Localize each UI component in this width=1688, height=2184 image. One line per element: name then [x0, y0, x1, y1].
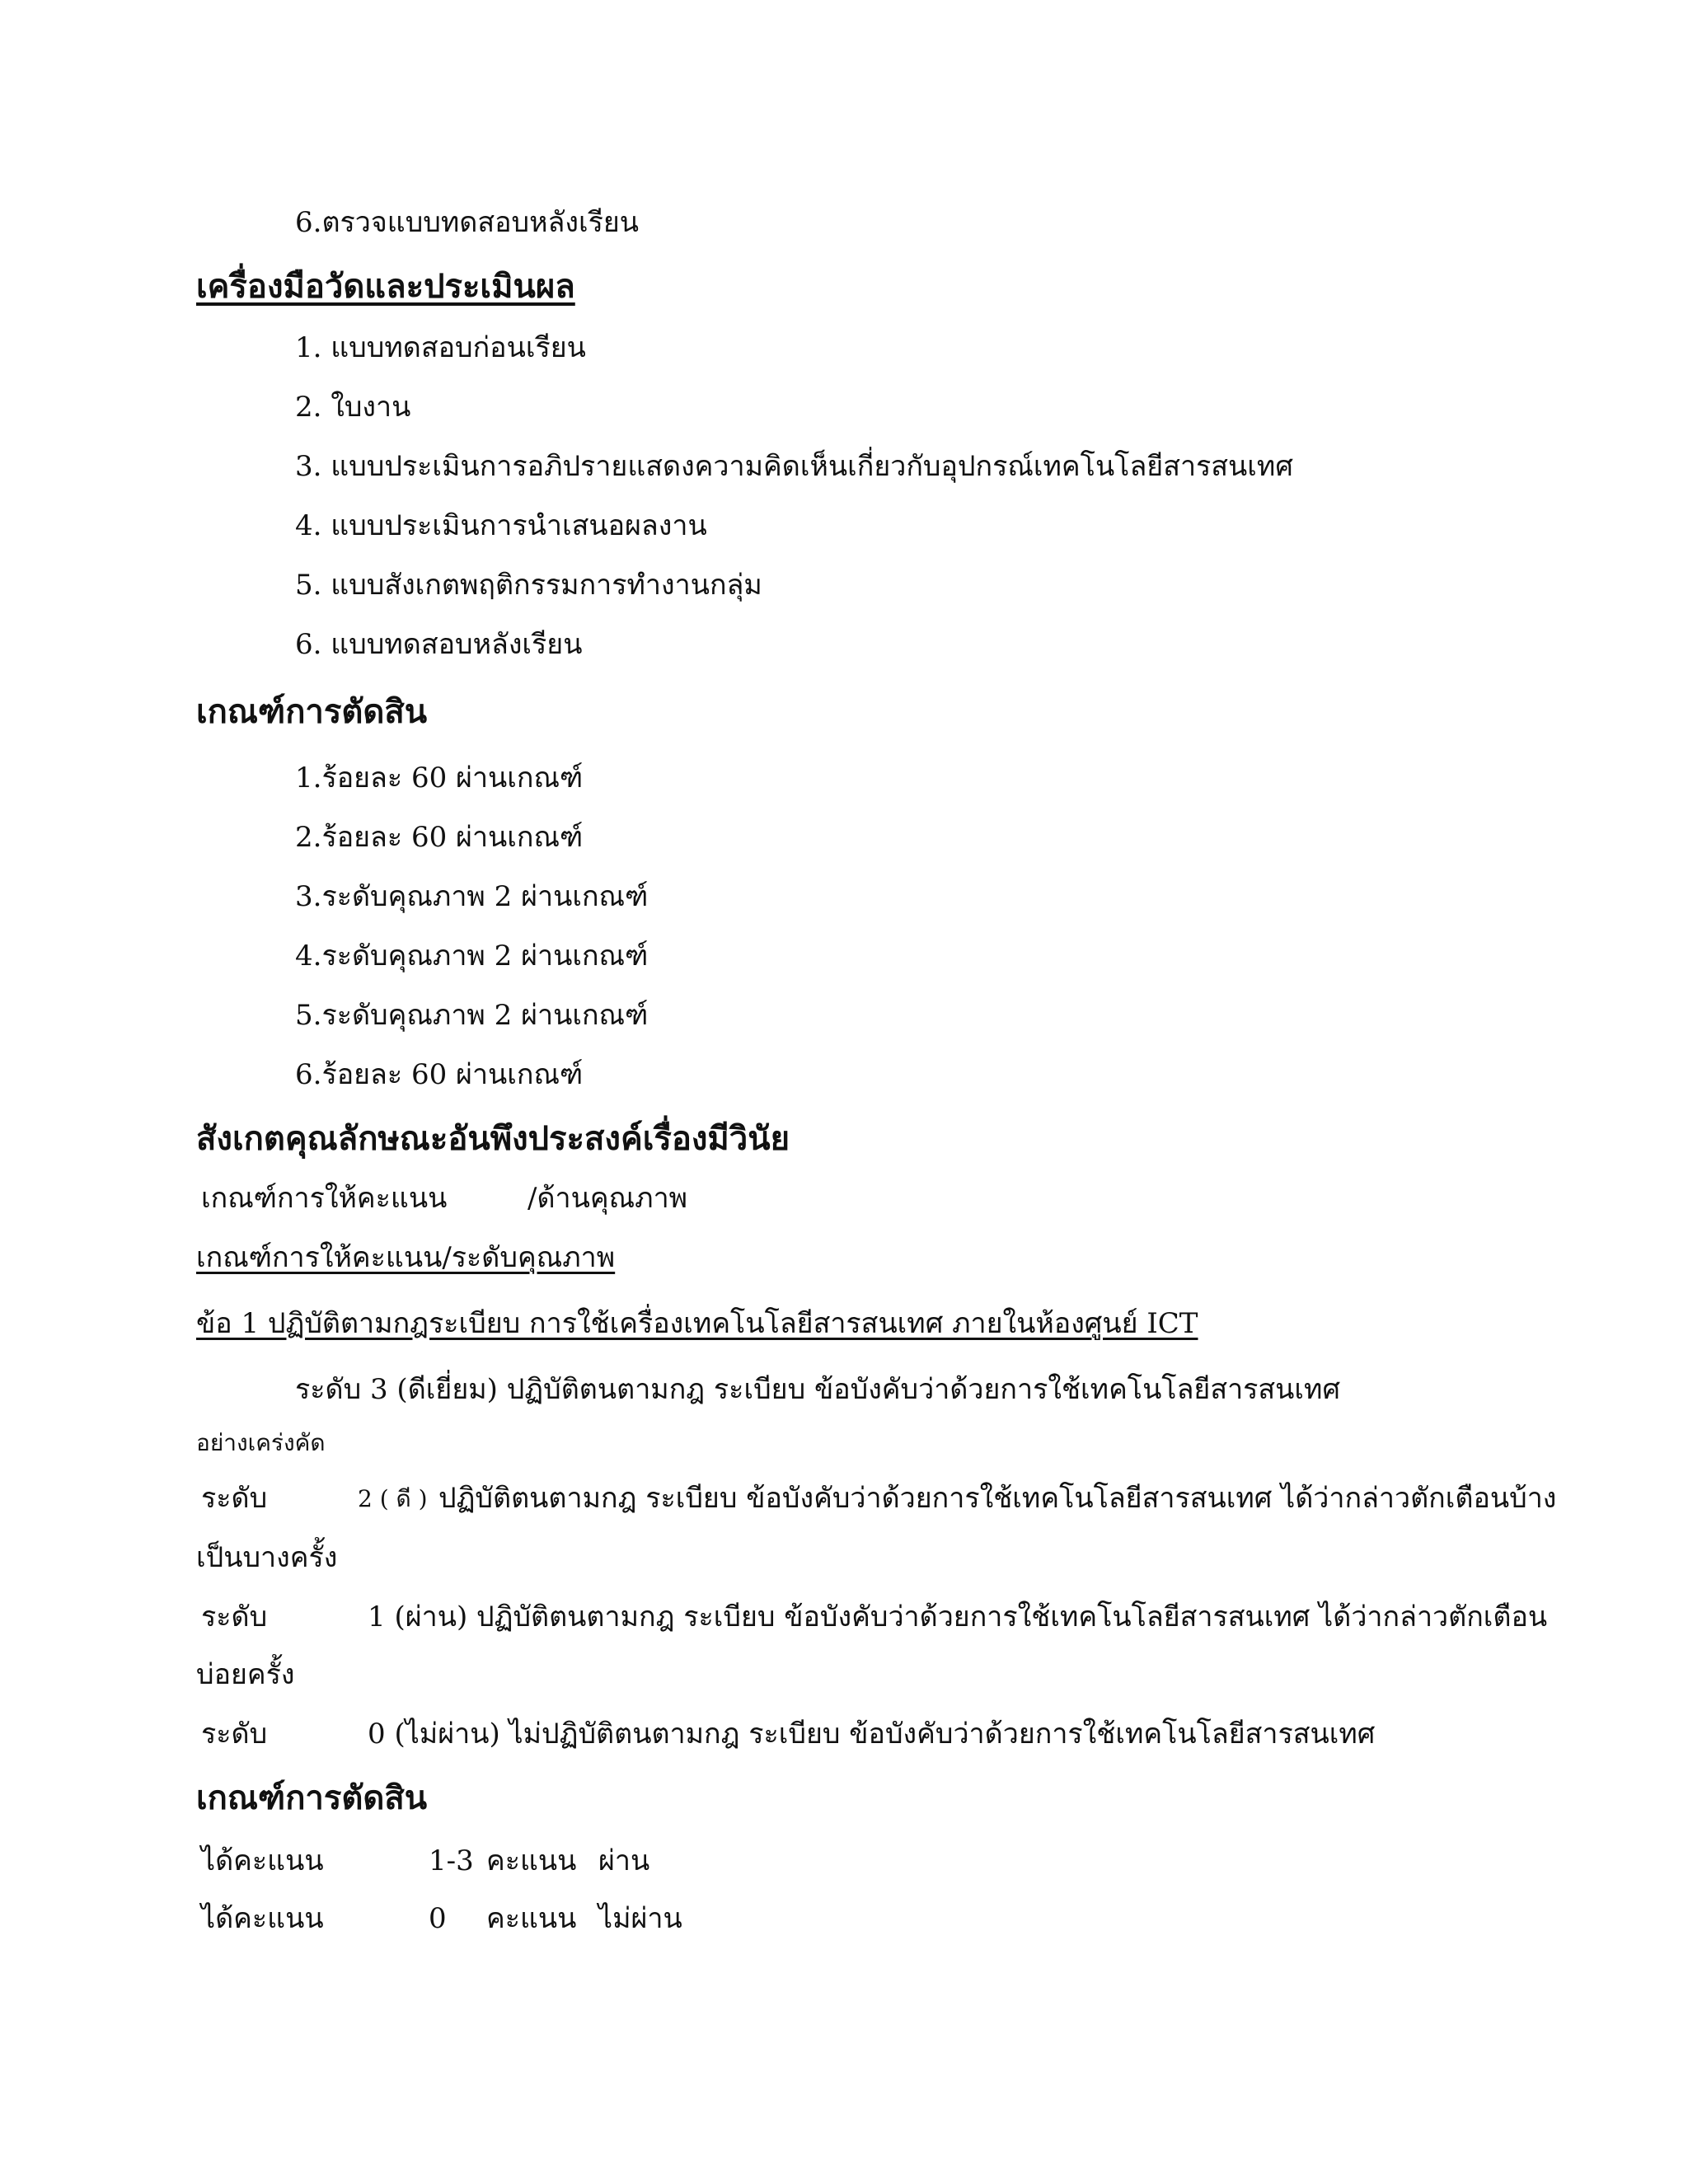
criteria-item-4: 4.ระดับคุณภาพ 2 ผ่านเกณฑ์ [295, 940, 649, 972]
criteria-item-6: 6.ร้อยละ 60 ผ่านเกณฑ์ [295, 1058, 584, 1091]
judgement-heading: เกณฑ์การตัดสิน [196, 1779, 428, 1817]
judgement-row-2-label: ได้คะแนน [201, 1902, 324, 1935]
tools-item-3: 3. แบบประเมินการอภิปรายแสดงความคิดเห็นเกี่ยวกับอุปกรณ์เทคโนโลยีสารสนเทศ [295, 450, 1293, 483]
judgement-row-1-unit: คะแนน [486, 1844, 577, 1877]
tools-item-4: 4. แบบประเมินการนำเสนอผลงาน [295, 509, 707, 542]
level-0-word: ระดับ [201, 1718, 268, 1750]
criteria-item-3: 3.ระดับคุณภาพ 2 ผ่านเกณฑ์ [295, 880, 649, 913]
level-2-word: ระดับ [201, 1482, 268, 1515]
criteria-item-1: 1.ร้อยละ 60 ผ่านเกณฑ์ [295, 762, 584, 794]
scoring-heading: เกณฑ์การให้คะแนน/ระดับคุณภาพ [196, 1241, 616, 1274]
criteria-item-5: 5.ระดับคุณภาพ 2 ผ่านเกณฑ์ [295, 999, 649, 1032]
tools-heading: เครื่องมือวัดและประเมินผล [196, 267, 575, 306]
level-2-line-2: เป็นบางครั้ง [196, 1541, 338, 1574]
level-1-text: 1 (ผ่าน) ปฏิบัติตนตามกฎ ระเบียบ ข้อบังคับว่าด้วยการใช้เทคโนโลยีสารสนเทศ ได้ว่ากล่าวตักเตือน [368, 1601, 1548, 1633]
criteria-item-2: 2.ร้อยละ 60 ผ่านเกณฑ์ [295, 821, 584, 854]
level-1-line-2: บ่อยครั้ง [196, 1658, 295, 1691]
top-item: 6.ตรวจแบบทดสอบหลังเรียน [295, 206, 640, 239]
judgement-row-1-score: 1-3 [429, 1844, 474, 1877]
tools-item-6: 6. แบบทดสอบหลังเรียน [295, 628, 583, 661]
level-1-word: ระดับ [201, 1601, 268, 1633]
judgement-row-1-label: ได้คะแนน [201, 1844, 324, 1877]
criteria-heading: เกณฑ์การตัดสิน [196, 692, 428, 731]
judgement-row-2-result: ไม่ผ่าน [598, 1902, 682, 1935]
judgement-row-1-result: ผ่าน [598, 1844, 650, 1877]
scoring-label: เกณฑ์การให้คะแนน [201, 1182, 448, 1215]
level-2-score: 2 ( ดี ) [358, 1485, 428, 1512]
judgement-row-2-unit: คะแนน [486, 1902, 577, 1935]
observe-heading: สังเกตคุณลักษณะอันพึงประสงค์เรื่องมีวินัย [196, 1119, 790, 1158]
level-3-line-1: ระดับ 3 (ดีเยี่ยม) ปฏิบัติตนตามกฎ ระเบียบ ข้อบังคับว่าด้วยการใช้เทคโนโลยีสารสนเทศ [295, 1373, 1341, 1406]
item-1-heading: ข้อ 1 ปฏิบัติตามกฎระเบียบ การใช้เครื่องเทคโนโลยีสารสนเทศ ภายในห้องศูนย์ ICT [196, 1307, 1198, 1340]
level-2-text: ปฏิบัติตนตามกฎ ระเบียบ ข้อบังคับว่าด้วยการใช้เทคโนโลยีสารสนเทศ ได้ว่ากล่าวตักเตือนบ้าง [438, 1482, 1557, 1515]
tools-item-5: 5. แบบสังเกตพฤติกรรมการทำงานกลุ่ม [295, 569, 762, 602]
scoring-aspect: /ด้านคุณภาพ [528, 1182, 688, 1215]
judgement-row-2-score: 0 [429, 1902, 447, 1935]
tools-item-2: 2. ใบงาน [295, 391, 411, 424]
tools-item-1: 1. แบบทดสอบก่อนเรียน [295, 331, 586, 364]
level-3-line-2: อย่างเคร่งคัด [196, 1429, 326, 1456]
level-0-text: 0 (ไม่ผ่าน) ไม่ปฏิบัติตนตามกฎ ระเบียบ ข้อบังคับว่าด้วยการใช้เทคโนโลยีสารสนเทศ [368, 1718, 1376, 1750]
